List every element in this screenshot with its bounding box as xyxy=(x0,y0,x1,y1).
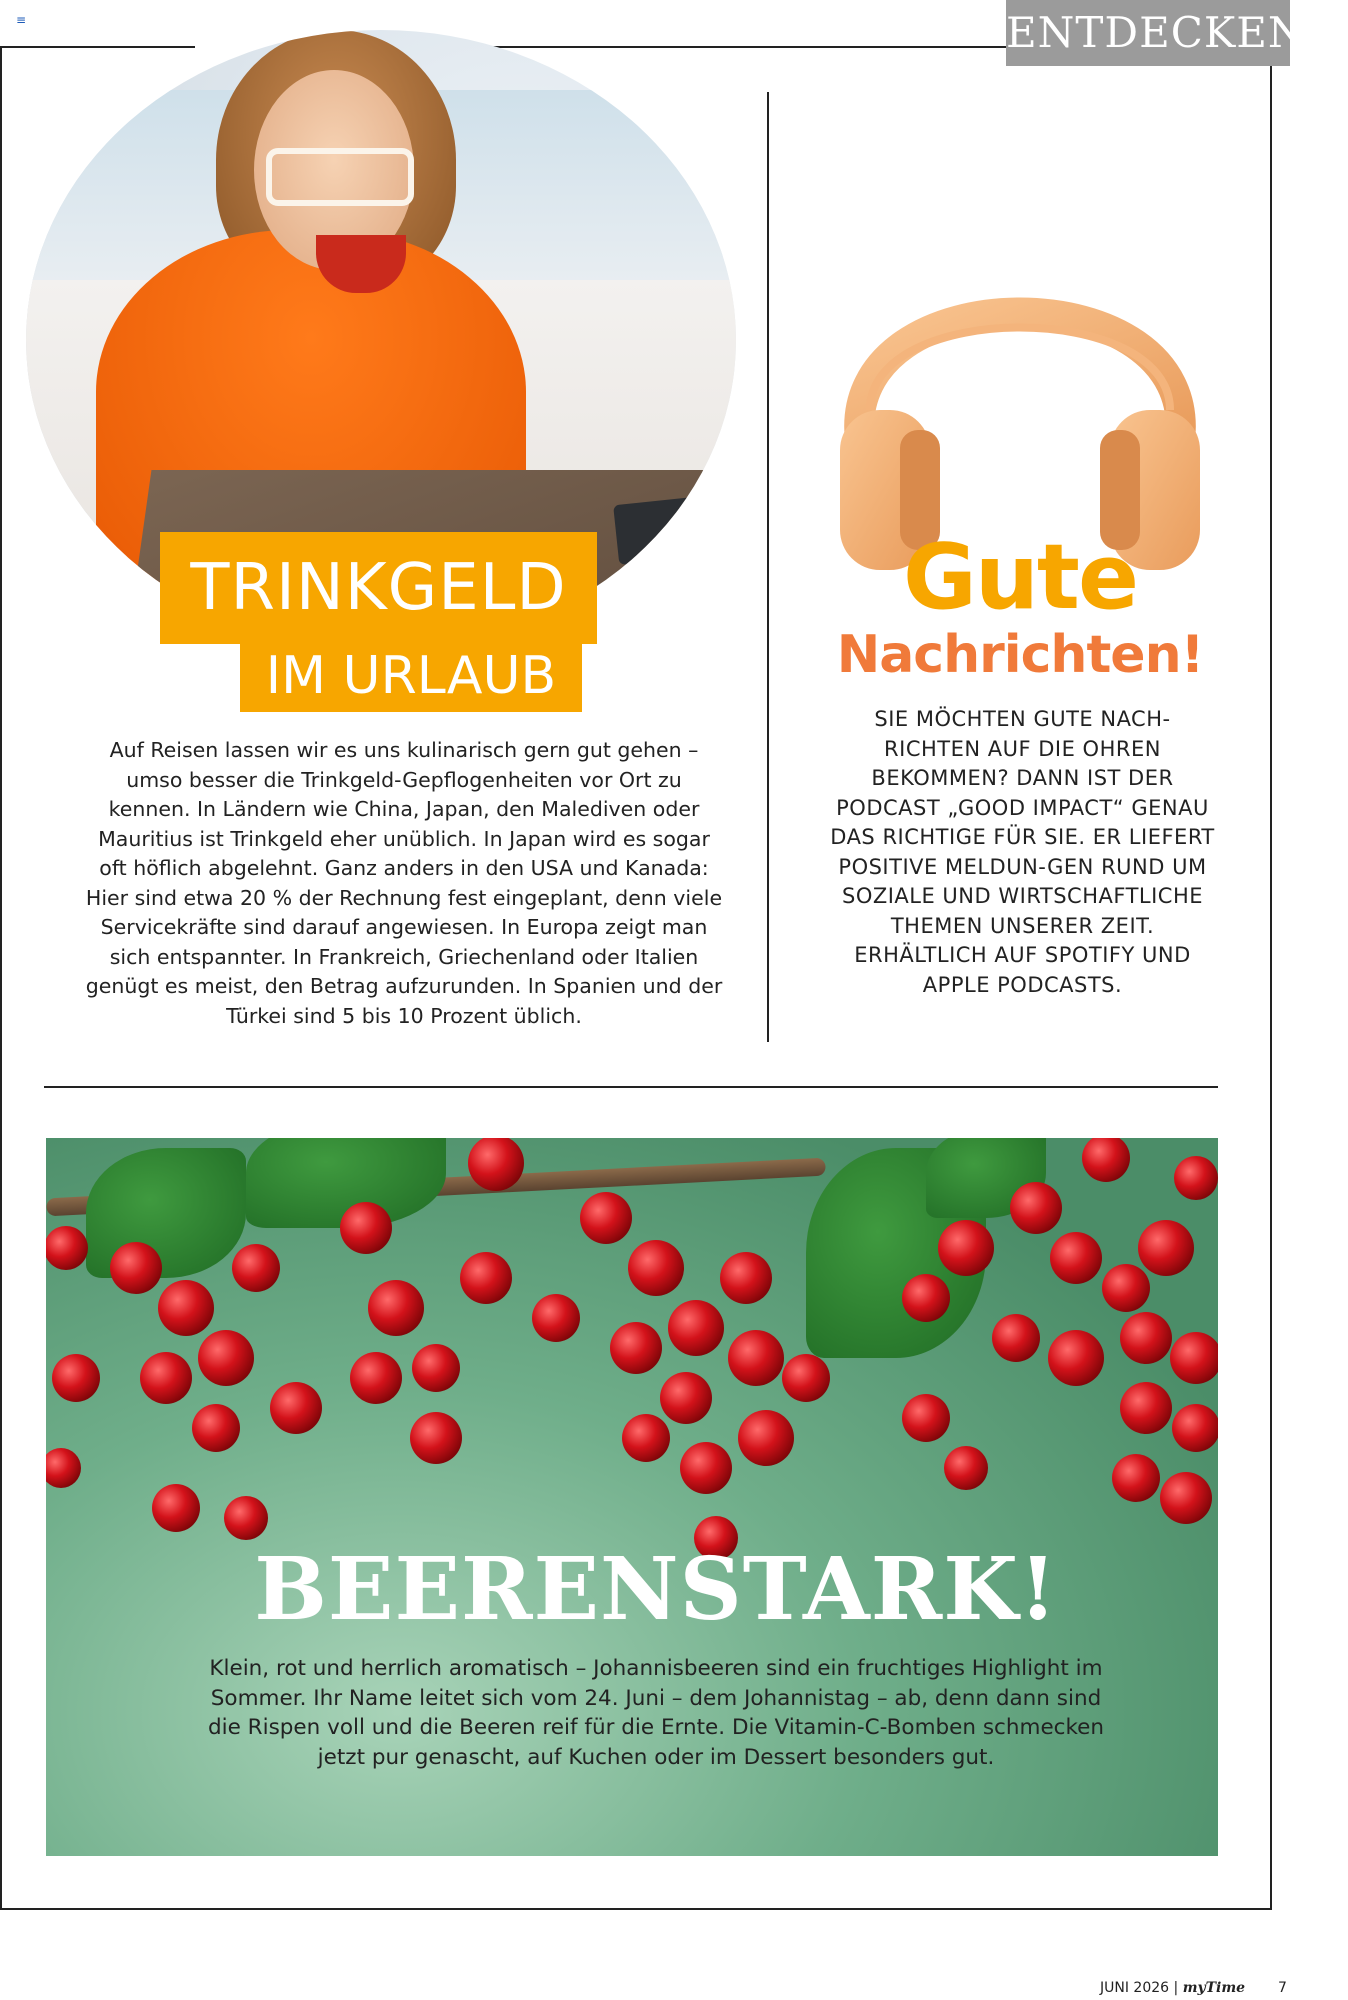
footer-brand: myTime xyxy=(1182,1980,1246,1996)
section-rule xyxy=(44,1086,1218,1088)
trinkgeld-body: Auf Reisen lassen wir es uns kulinarisch gern gut gehen – umso besser die Trinkgeld-Gepflogenheiten vor Ort zu kennen. In Ländern wie China, Japan, den Malediven oder Mauritius ist Trinkgeld eher unüblich. In Japan wird es sogar oft höflich abgelehnt. Ganz anders in den USA und Kanada: Hier sind etwa 20 % der Rechnung fest eingeplant, denn viele Servicekräfte sind darauf angewiesen. In Europa zeigt man sich entspannter. In Frankreich, Griechenland oder Italien genügt es meist, den Betrag aufzurunden. In Spanien und der Türkei sind 5 bis 10 Prozent üblich. xyxy=(85,738,723,1028)
column-divider xyxy=(767,92,769,1042)
section-tag: ENTDECKEN xyxy=(1006,0,1290,66)
podcast-title-line2: Nachrichten! xyxy=(836,625,1204,685)
page-number: 7 xyxy=(1278,1980,1287,1996)
footer-issue-date: JUNI 2026 | xyxy=(1100,1980,1179,1996)
podcast-title-line1: Gute xyxy=(902,525,1137,630)
trinkgeld-title-line2: IM URLAUB xyxy=(240,640,582,712)
podcast-body: SIE MÖCHTEN GUTE NACH-RICHTEN AUF DIE OHREN BEKOMMEN? DANN IST DER PODCAST „GOOD IMPACT“ GENAU DAS RICHTIGE FÜR SIE. ER LIEFERT POSITIVE MELDUN-GEN RUND UM SOZIALE UND WIRTSCHAFTLICHE THEMEN UNSERER ZEIT. ERHÄLTLICH AUF SPOTIFY UND APPLE PODCASTS. xyxy=(830,707,1215,997)
frame-right xyxy=(1270,66,1272,1910)
frame-bottom xyxy=(0,1908,1272,1910)
berries-title: BEERENSTARK! xyxy=(254,1539,1058,1640)
top-rule-right xyxy=(492,46,1006,48)
top-rule-left xyxy=(0,46,195,48)
trinkgeld-title-line1: TRINKGELD xyxy=(160,532,597,644)
menu-icon[interactable]: ≡ xyxy=(16,13,27,27)
berries-body: Klein, rot und herrlich aromatisch – Johannisbeeren sind ein fruchtiges Highlight im Sommer. Ihr Name leitet sich vom 24. Juni – dem Johannistag – ab, denn dann sind die Rispen voll und die Beeren reif für die Ernte. Die Vitamin-C-Bomben schmecken jetzt pur genascht, auf Kuchen oder im Dessert besonders gut. xyxy=(207,1656,1105,1770)
frame-left xyxy=(0,46,2,1910)
footer-issue xyxy=(1100,1980,1245,1996)
